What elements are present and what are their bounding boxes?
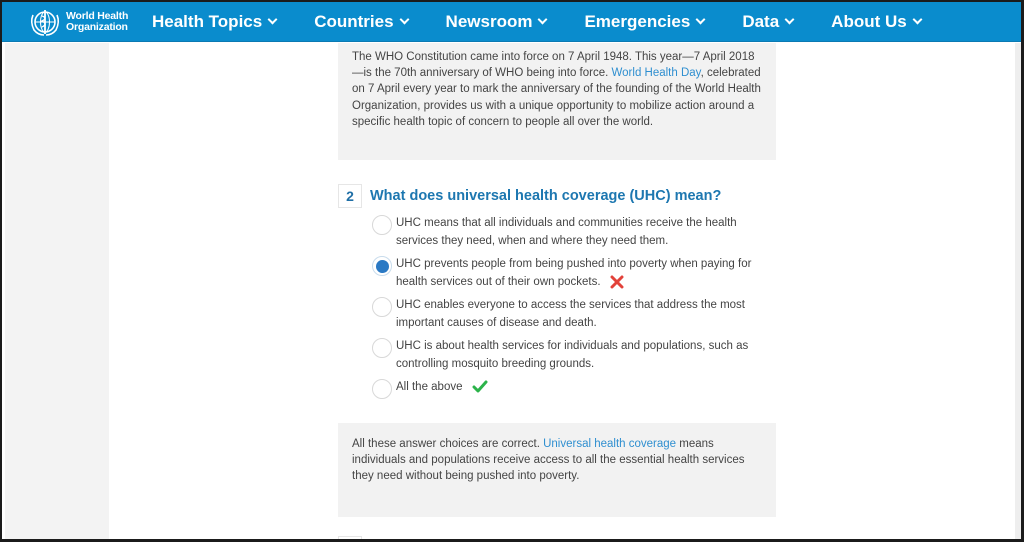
question-number: 2 xyxy=(338,184,362,208)
radio-button[interactable] xyxy=(372,338,392,358)
nav-item-emergencies[interactable] xyxy=(584,12,704,32)
radio-button[interactable] xyxy=(372,215,392,235)
logo-text xyxy=(66,11,128,33)
answer-option-4[interactable] xyxy=(372,337,776,373)
nav-item-about-us[interactable] xyxy=(831,12,921,32)
world-health-day-link[interactable]: World Health Day xyxy=(611,67,701,80)
chevron-down-icon xyxy=(785,15,795,25)
option-text: UHC is about health services for individuals and populations, such as controlling mosquito breeding grounds. xyxy=(396,340,749,370)
answer-option-2[interactable] xyxy=(372,255,776,291)
chevron-down-icon xyxy=(399,15,409,25)
chevron-down-icon xyxy=(268,15,278,25)
explanation-text: All these answer choices are correct. xyxy=(352,438,544,450)
nav-item-label: Data xyxy=(742,11,780,31)
nav-menu xyxy=(152,12,959,32)
radio-button[interactable] xyxy=(372,379,392,399)
page-scrollbar-track[interactable] xyxy=(1015,43,1021,539)
option-text: All the above xyxy=(396,381,463,393)
answer-explanation xyxy=(338,423,776,517)
previous-answer-explanation xyxy=(338,43,776,160)
chevron-down-icon xyxy=(912,15,922,25)
option-text: UHC enables everyone to access the services that address the most important causes of disease and death. xyxy=(396,299,746,329)
explanation-text: , celebrated on 7 April every year to mark the anniversary of the founding of the World Health Organization, provides us with a unique opportunity to mobilize action around a specific health topic of concern to people all over the world. xyxy=(352,67,761,128)
nav-item-label: About Us xyxy=(831,11,907,31)
answer-option-3[interactable] xyxy=(372,296,776,332)
nav-item-newsroom[interactable] xyxy=(446,12,547,32)
answer-option-1[interactable] xyxy=(372,214,776,250)
quiz-content xyxy=(338,43,776,517)
nav-item-data[interactable] xyxy=(742,12,793,32)
nav-item-countries[interactable] xyxy=(314,12,407,32)
who-emblem-icon xyxy=(28,7,62,37)
explanation-text: The WHO Constitution came into force on 7 April 1948. This year—7 April 2018 —is the 70th anniversary of WHO being into force. xyxy=(352,51,755,80)
radio-button[interactable] xyxy=(372,297,392,317)
question-title: What does universal health coverage (UHC) mean? xyxy=(370,188,722,204)
answer-option-5[interactable] xyxy=(372,378,776,399)
top-navigation-bar xyxy=(2,2,1021,42)
option-text-wrapper xyxy=(396,255,776,291)
nav-item-label: Emergencies xyxy=(584,11,691,31)
answer-options xyxy=(372,214,776,399)
chevron-down-icon xyxy=(696,15,706,25)
option-text-wrapper xyxy=(396,378,776,396)
correct-answer-check-icon xyxy=(472,380,488,394)
nav-item-label: Countries xyxy=(314,11,394,31)
left-sidebar-panel xyxy=(5,43,109,539)
option-text: UHC prevents people from being pushed into poverty when paying for health services out of their own pockets. xyxy=(396,258,752,288)
nav-item-health-topics[interactable] xyxy=(152,12,276,32)
nav-item-label: Health Topics xyxy=(152,11,263,31)
logo-line-1: World Health xyxy=(66,9,129,22)
browser-viewport xyxy=(2,2,1021,539)
universal-health-coverage-link[interactable]: Universal health coverage xyxy=(543,438,677,450)
option-text: UHC means that all individuals and communities receive the health services they need, when and where they need them. xyxy=(396,217,737,247)
who-logo[interactable] xyxy=(28,7,152,37)
logo-line-2: Organization xyxy=(66,20,128,33)
wrong-answer-x-icon xyxy=(610,275,624,289)
question-header xyxy=(338,184,776,208)
chevron-down-icon xyxy=(538,15,548,25)
nav-item-label: Newsroom xyxy=(445,11,533,31)
next-question-number-box xyxy=(338,536,362,539)
radio-button-selected[interactable] xyxy=(372,256,392,276)
explanation-text: means individuals and populations receive access to all the essential health services they need without being pushed into poverty. xyxy=(352,438,745,483)
